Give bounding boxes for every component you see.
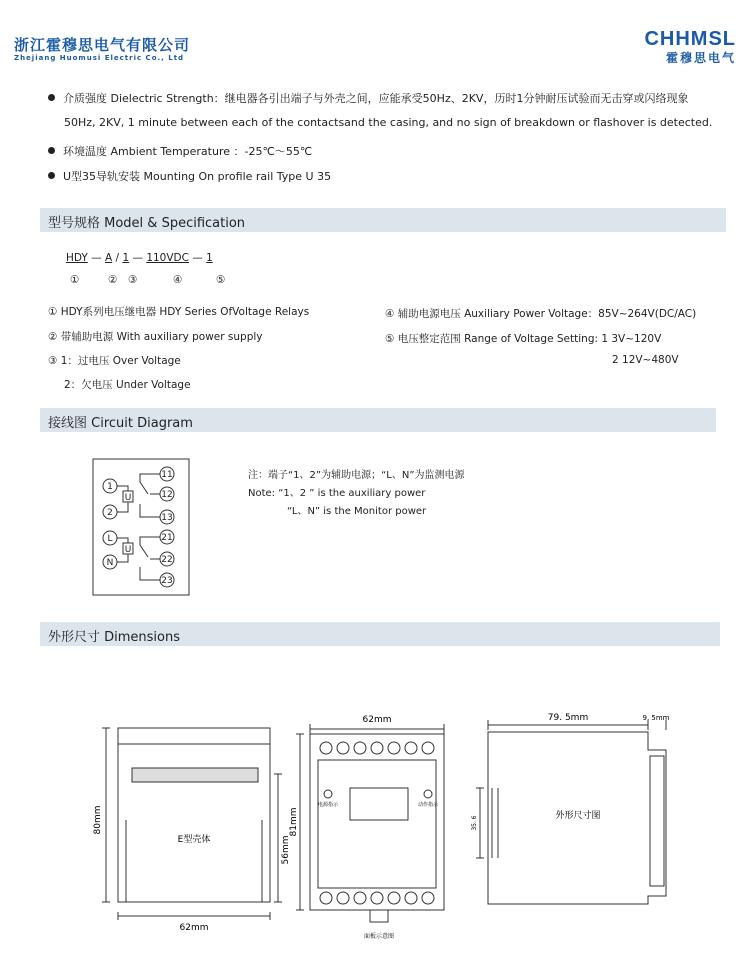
dim-height-line (102, 728, 110, 902)
model-item: ④ 辅助电源电压 Auxiliary Power Voltage：85V~264V(DC/AC) (385, 308, 697, 320)
terminal-label: 23 (161, 576, 173, 586)
dim-width-line (118, 912, 270, 920)
led-power-label: 电源指示 (317, 802, 339, 808)
terminal-screw-top (371, 742, 383, 754)
case-slot (132, 768, 258, 782)
terminal-screw-top (405, 742, 417, 754)
code-part: A (105, 252, 113, 264)
section-header-circuit (40, 408, 716, 432)
dim-height-label: 80mm (93, 805, 103, 835)
model-item: ⑤ 电压整定范围 Range of Voltage Setting: 1 3V~120V (385, 333, 662, 345)
terminal-label: 11 (161, 470, 173, 480)
company-name-en: Zhejiang Huomusi Electric Co., Ltd (14, 54, 185, 62)
case-label: E型壳体 (177, 835, 211, 845)
case-top (118, 728, 270, 744)
terminal-label: 13 (161, 513, 173, 523)
circuit-note-en2: “L、N” is the Monitor power (287, 506, 427, 517)
code-num-2: ② (108, 274, 118, 286)
section-header-dimensions (40, 622, 720, 646)
led-power (324, 790, 332, 798)
circuit-note-en1: Note: “1、2 ” is the auxiliary power (248, 488, 426, 499)
dim-front-width-line (310, 724, 444, 734)
contacts-group-2 (140, 537, 160, 580)
code-num-4: ④ (173, 274, 183, 286)
terminal-label: 2 (107, 508, 113, 518)
model-item: ③ 1：过电压 Over Voltage (48, 355, 181, 367)
model-code (66, 252, 213, 264)
front-panel (318, 760, 436, 888)
logo-text-en: CHHMSL (644, 28, 736, 50)
drawing-side-view (470, 708, 690, 938)
terminal-screw-bottom (422, 892, 434, 904)
terminal-label: 22 (161, 555, 173, 565)
bullet-icon (48, 147, 55, 154)
drawing-front-view (289, 710, 462, 950)
company-name-cn: 浙江霍穆思电气有限公司 (14, 36, 191, 54)
relay-label: U (124, 493, 132, 503)
dim-side-offset-label: 9. 5mm (642, 714, 670, 722)
case-grooves (126, 820, 262, 902)
relay-label: U (124, 545, 132, 555)
side-terminal-strip (650, 756, 664, 886)
rail-clip (370, 910, 388, 922)
bullet-icon (48, 94, 55, 101)
terminal-label: L (107, 534, 113, 544)
dim-front-height-label: 81mm (289, 807, 299, 837)
code-num-1: ① (70, 274, 80, 286)
dim-front-width-label: 62mm (362, 715, 392, 725)
front-display (350, 788, 408, 820)
model-item: 2：欠电压 Under Voltage (64, 379, 191, 391)
code-num-3: ③ (128, 274, 138, 286)
terminal-label: 21 (161, 533, 173, 543)
code-sep: — (91, 252, 102, 264)
terminal-screw-bottom (388, 892, 400, 904)
terminal-screw-bottom (371, 892, 383, 904)
section-title: 外形尺寸 Dimensions (48, 630, 181, 645)
side-rail-slot (492, 788, 498, 858)
led-action (424, 790, 432, 798)
case-outline (118, 728, 270, 902)
spec-ambient-text: 环境温度 Ambient Temperature ：-25℃～55℃ (63, 145, 313, 158)
model-item: 2 12V~480V (612, 354, 679, 366)
terminal-screw-top (388, 742, 400, 754)
model-item: ① HDY系列电压继电器 HDY Series OfVoltage Relays (48, 306, 310, 318)
spec-mounting (48, 168, 331, 184)
spec-ambient (48, 143, 312, 159)
terminal-label: 12 (161, 490, 173, 500)
terminal-screw-bottom (337, 892, 349, 904)
code-sep: / (115, 252, 120, 264)
spec-dielectric-en: 50Hz, 2KV, 1 minute between each of the contactsand the casing, and no sign of breakdown or flashover is detected. (64, 116, 713, 129)
dim-width-label: 62mm (179, 923, 209, 933)
code-part: 1 (122, 252, 130, 264)
drawing-case-view (92, 720, 292, 940)
terminal-screw-top (354, 742, 366, 754)
terminal-screw-bottom (405, 892, 417, 904)
brand-logo (644, 28, 736, 66)
section-title: 型号规格 Model & Specification (48, 216, 246, 231)
circuit-diagram (92, 458, 192, 598)
code-num-5: ⑤ (216, 274, 226, 286)
model-item: ② 带辅助电源 With auxiliary power supply (48, 331, 263, 343)
terminal-label: 1 (107, 482, 113, 492)
terminal-screw-top (337, 742, 349, 754)
terminal-screw-top (320, 742, 332, 754)
dim-side-width-label: 79. 5mm (547, 713, 589, 723)
code-part: HDY (66, 252, 88, 264)
logo-text-cn: 霍穆思电气 (665, 51, 736, 65)
code-sep: — (132, 252, 143, 264)
dim-rail-label: 35. 6 (471, 815, 478, 831)
terminal-label: N (106, 558, 114, 568)
code-part: 1 (206, 252, 213, 264)
section-header-model (40, 208, 726, 232)
side-label: 外形尺寸图 (555, 811, 601, 821)
terminal-screw-bottom (354, 892, 366, 904)
dim-inner-label: 56mm (281, 835, 291, 865)
spec-dielectric-text: 介质强度 Dielectric Strength：继电器各引出端子与外壳之间，应能承受50Hz、2KV，历时1分钟耐压试验而无击穿或闪络现象 (63, 92, 689, 105)
terminal-screw-top (422, 742, 434, 754)
bullet-icon (48, 172, 55, 179)
spec-mounting-text: U型35导轨安装 Mounting On profile rail Type U 35 (63, 170, 332, 183)
circuit-note-cn: 注：端子“1、2”为辅助电源；“L、N”为监测电源 (248, 470, 465, 481)
code-part: 110VDC (146, 252, 189, 264)
section-title: 接线图 Circuit Diagram (48, 416, 193, 431)
front-caption: 面板示意图 (363, 933, 395, 940)
terminal-screw-bottom (320, 892, 332, 904)
led-action-label: 动作指示 (417, 802, 439, 808)
contacts-group-1 (140, 474, 160, 517)
code-sep: — (192, 252, 203, 264)
spec-dielectric (48, 90, 688, 106)
